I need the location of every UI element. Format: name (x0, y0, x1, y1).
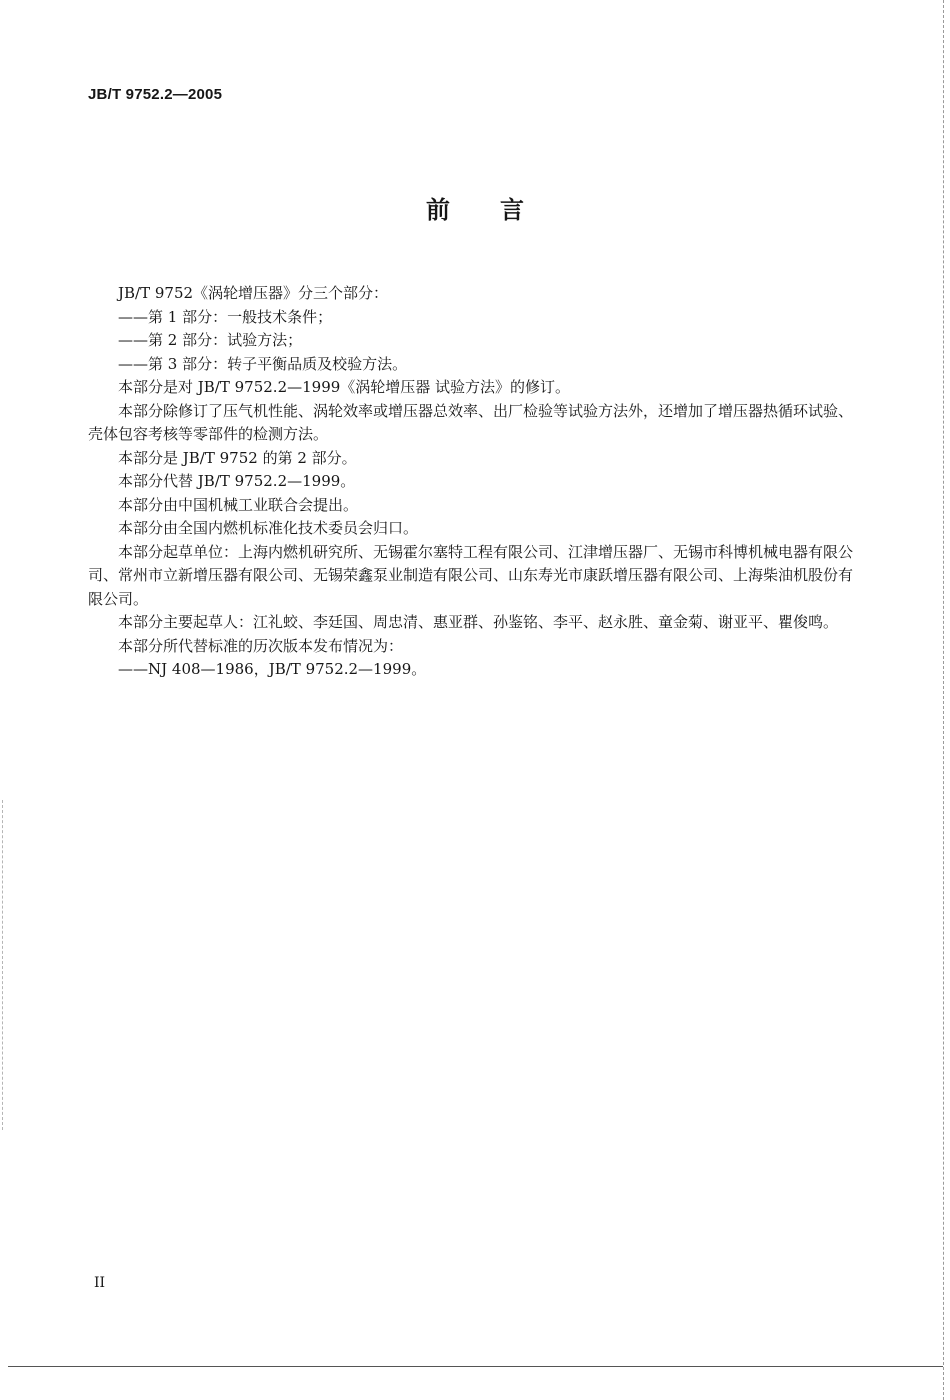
paragraph: 本部分主要起草人：江礼蛟、李廷国、周忠清、惠亚群、孙鉴铭、李平、赵永胜、童金菊、谢亚平、瞿俊鸣。 (118, 613, 839, 631)
paragraph: 本部分由中国机械工业联合会提出。 (118, 495, 359, 514)
bottom-rule (8, 1366, 943, 1367)
paragraph: 本部分是 JB/T 9752 的第 2 部分。 (118, 448, 357, 467)
paragraph: ——第 1 部分：一般技术条件； (118, 307, 333, 326)
paragraph: JB/T 9752《涡轮增压器》分三个部分： (118, 284, 389, 302)
paragraph: 本部分代替 JB/T 9752.2—1999。 (118, 472, 356, 490)
paragraph: 本部分除修订了压气机性能、涡轮效率或增压器总效率、出厂检验等试验方法外，还增加了增压器热循环试验、壳体包容考核等零部件的检测方法。 (88, 401, 854, 443)
paragraph: 本部分所代替标准的历次版本发布情况为： (118, 636, 404, 655)
page-number: II (94, 1275, 106, 1291)
foreword-body (88, 282, 863, 682)
paragraph: 本部分是对 JB/T 9752.2—1999《涡轮增压器 试验方法》的修订。 (118, 378, 571, 396)
paragraph: ——NJ 408—1986，JB/T 9752.2—1999。 (118, 660, 427, 678)
section-title: 前言 (426, 196, 574, 224)
paragraph: ——第 2 部分：试验方法； (118, 331, 303, 349)
document-code: JB/T 9752.2—2005 (88, 86, 223, 103)
paragraph: 本部分起草单位：上海内燃机研究所、无锡霍尔塞特工程有限公司、江津增压器厂、无锡市科博机械电器有限公司、常州市立新增压器有限公司、无锡荣鑫泵业制造有限公司、山东寿光市康跃增压器有限公司、上海柴油机股份有限公司。 (88, 542, 854, 608)
scan-edge-line (943, 0, 944, 1400)
paragraph: 本部分由全国内燃机标准化技术委员会归口。 (118, 519, 419, 537)
scan-left-marks (2, 800, 3, 1130)
paragraph: ——第 3 部分：转子平衡品质及校验方法。 (118, 354, 408, 373)
